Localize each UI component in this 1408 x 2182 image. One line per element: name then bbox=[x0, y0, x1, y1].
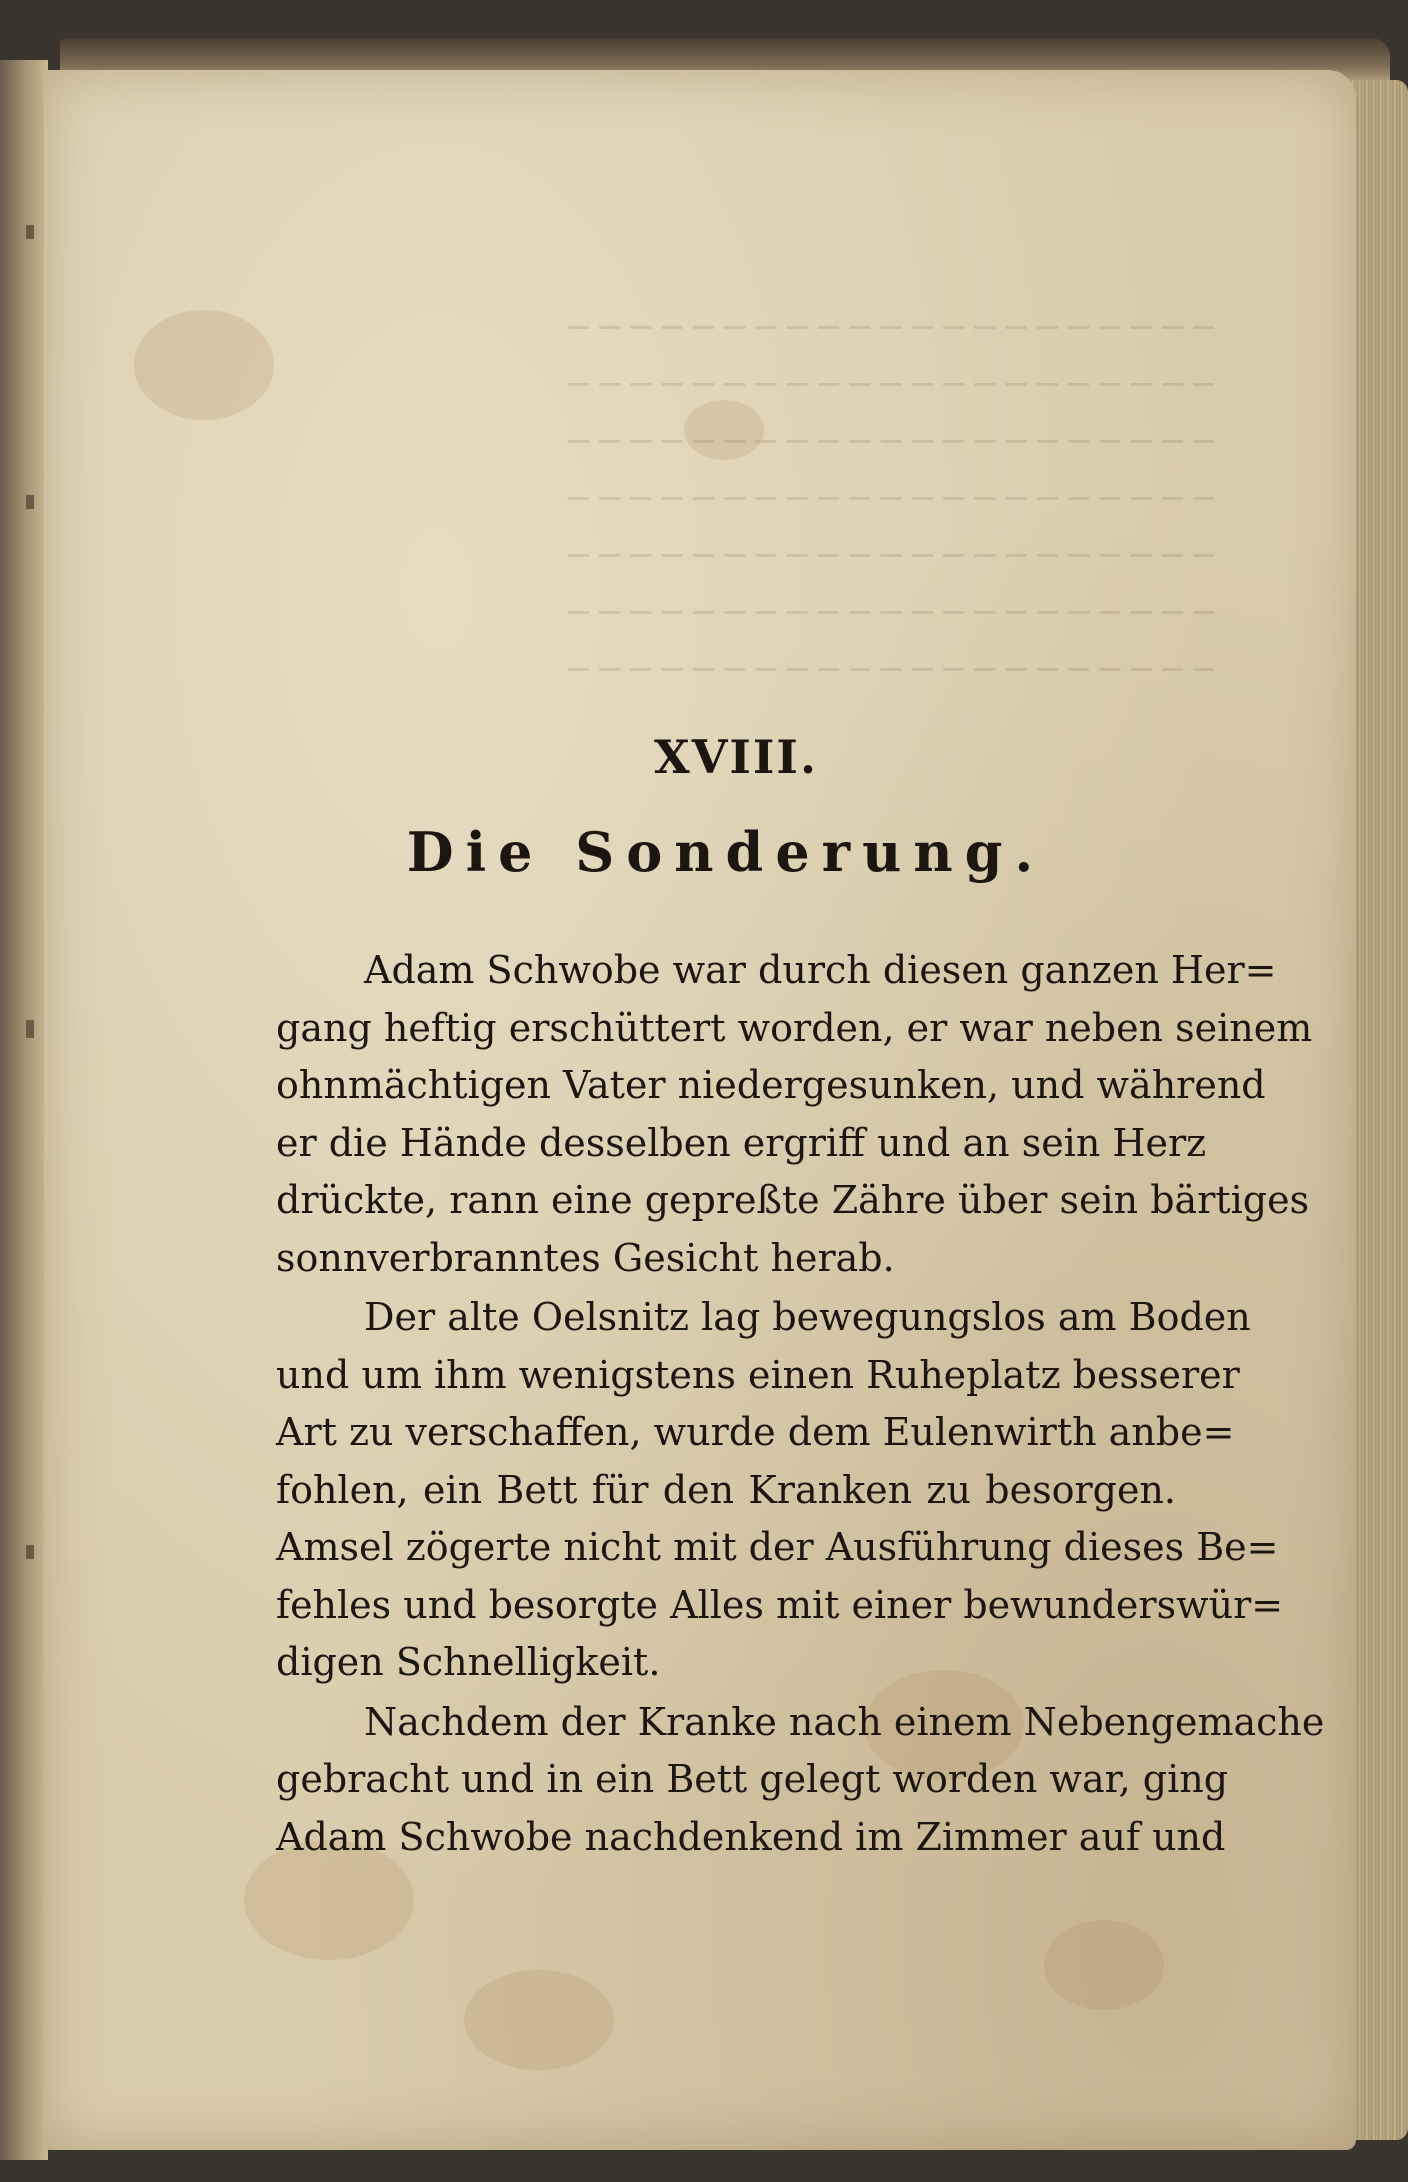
margin-mark bbox=[26, 495, 34, 509]
text-line: er die Hände desselben ergriff und an sein Herz bbox=[276, 1120, 1207, 1165]
text-line: Amsel zögerte nicht mit der Ausführung dieses Be= bbox=[276, 1525, 1279, 1569]
text-line: Art zu verschaffen, wurde dem Eulenwirth anbe= bbox=[276, 1410, 1235, 1454]
paragraph-1 bbox=[276, 942, 1313, 1287]
text-line: gebracht und in ein Bett gelegt worden war, ging bbox=[276, 1757, 1229, 1801]
page-stack-edge bbox=[1348, 80, 1408, 2140]
text-line: gang heftig erschüttert worden, er war neben seinem bbox=[276, 1005, 1313, 1050]
text-line: sonnverbranntes Gesicht herab. bbox=[276, 1235, 895, 1280]
foxing-stain bbox=[464, 1970, 614, 2070]
text-line: drückte, rann eine gepreßte Zähre über sein bärtiges bbox=[276, 1178, 1310, 1222]
chapter-title: Die Sonderung. bbox=[406, 820, 1046, 884]
text-line: Nachdem der Kranke nach einem Nebengemache bbox=[364, 1699, 1325, 1744]
page-text bbox=[276, 730, 1325, 1866]
book-gutter bbox=[0, 60, 48, 2160]
text-line: fohlen, ein Bett für den Kranken zu besorgen. bbox=[276, 1467, 1176, 1512]
text-line: Der alte Oelsnitz lag bewegungslos am Boden bbox=[364, 1295, 1251, 1339]
text-line: und um ihm wenigstens einen Ruheplatz besserer bbox=[276, 1352, 1240, 1397]
paragraph-2 bbox=[276, 1289, 1284, 1692]
book-page bbox=[44, 70, 1356, 2150]
text-line: ohnmächtigen Vater niedergesunken, und während bbox=[276, 1063, 1266, 1107]
text-line: Adam Schwobe war durch diesen ganzen Her= bbox=[364, 948, 1277, 992]
text-line: Adam Schwobe nachdenkend im Zimmer auf und bbox=[276, 1814, 1226, 1859]
paragraph-3 bbox=[276, 1694, 1325, 1867]
chapter-number: XVIII. bbox=[654, 730, 818, 784]
bleed-through-text: ─ ─ ─ ─ ─ ─ ─ ─ ─ ─ ─ ─ ─ ─ ─ ─ ─ ─ ─ ─ ─ ─ ─ ─ ─ ─ ─ ─ ─ ─ ─ ─ ─ ─ ─ ─ ─ ─ ─ ─ ─ ─ ─ ─ ─ ─ ─ ─ ─ ─ ─ ─ ─ ─ ─ ─ ─ ─ ─ ─ ─ ─ ─ ─ ─ ─ ─ ─ ─ ─ ─ ─ ─ ─ ─ ─ ─ ─ ─ ─ ─ ─ ─ ─ ─ ─ ─ ─ ─ ─ ─ ─ ─ ─ ─ ─ ─ ─ ─ ─ ─ ─ ─ ─ ─ ─ ─ ─ ─ ─ ─ ─ ─ ─ ─ ─ ─ ─ ─ ─ ─ ─ ─ ─ ─ ─ ─ ─ ─ ─ ─ ─ ─ ─ ─ ─ ─ ─ ─ ─ ─ ─ ─ ─ ─ ─ ─ bbox=[567, 308, 1214, 690]
margin-mark bbox=[26, 225, 34, 239]
margin-mark bbox=[26, 1545, 34, 1559]
text-line: digen Schnelligkeit. bbox=[276, 1640, 661, 1684]
foxing-stain bbox=[1044, 1920, 1164, 2010]
text-line: fehles und besorgte Alles mit einer bewunderswür= bbox=[276, 1582, 1284, 1627]
margin-mark bbox=[26, 1020, 34, 1038]
